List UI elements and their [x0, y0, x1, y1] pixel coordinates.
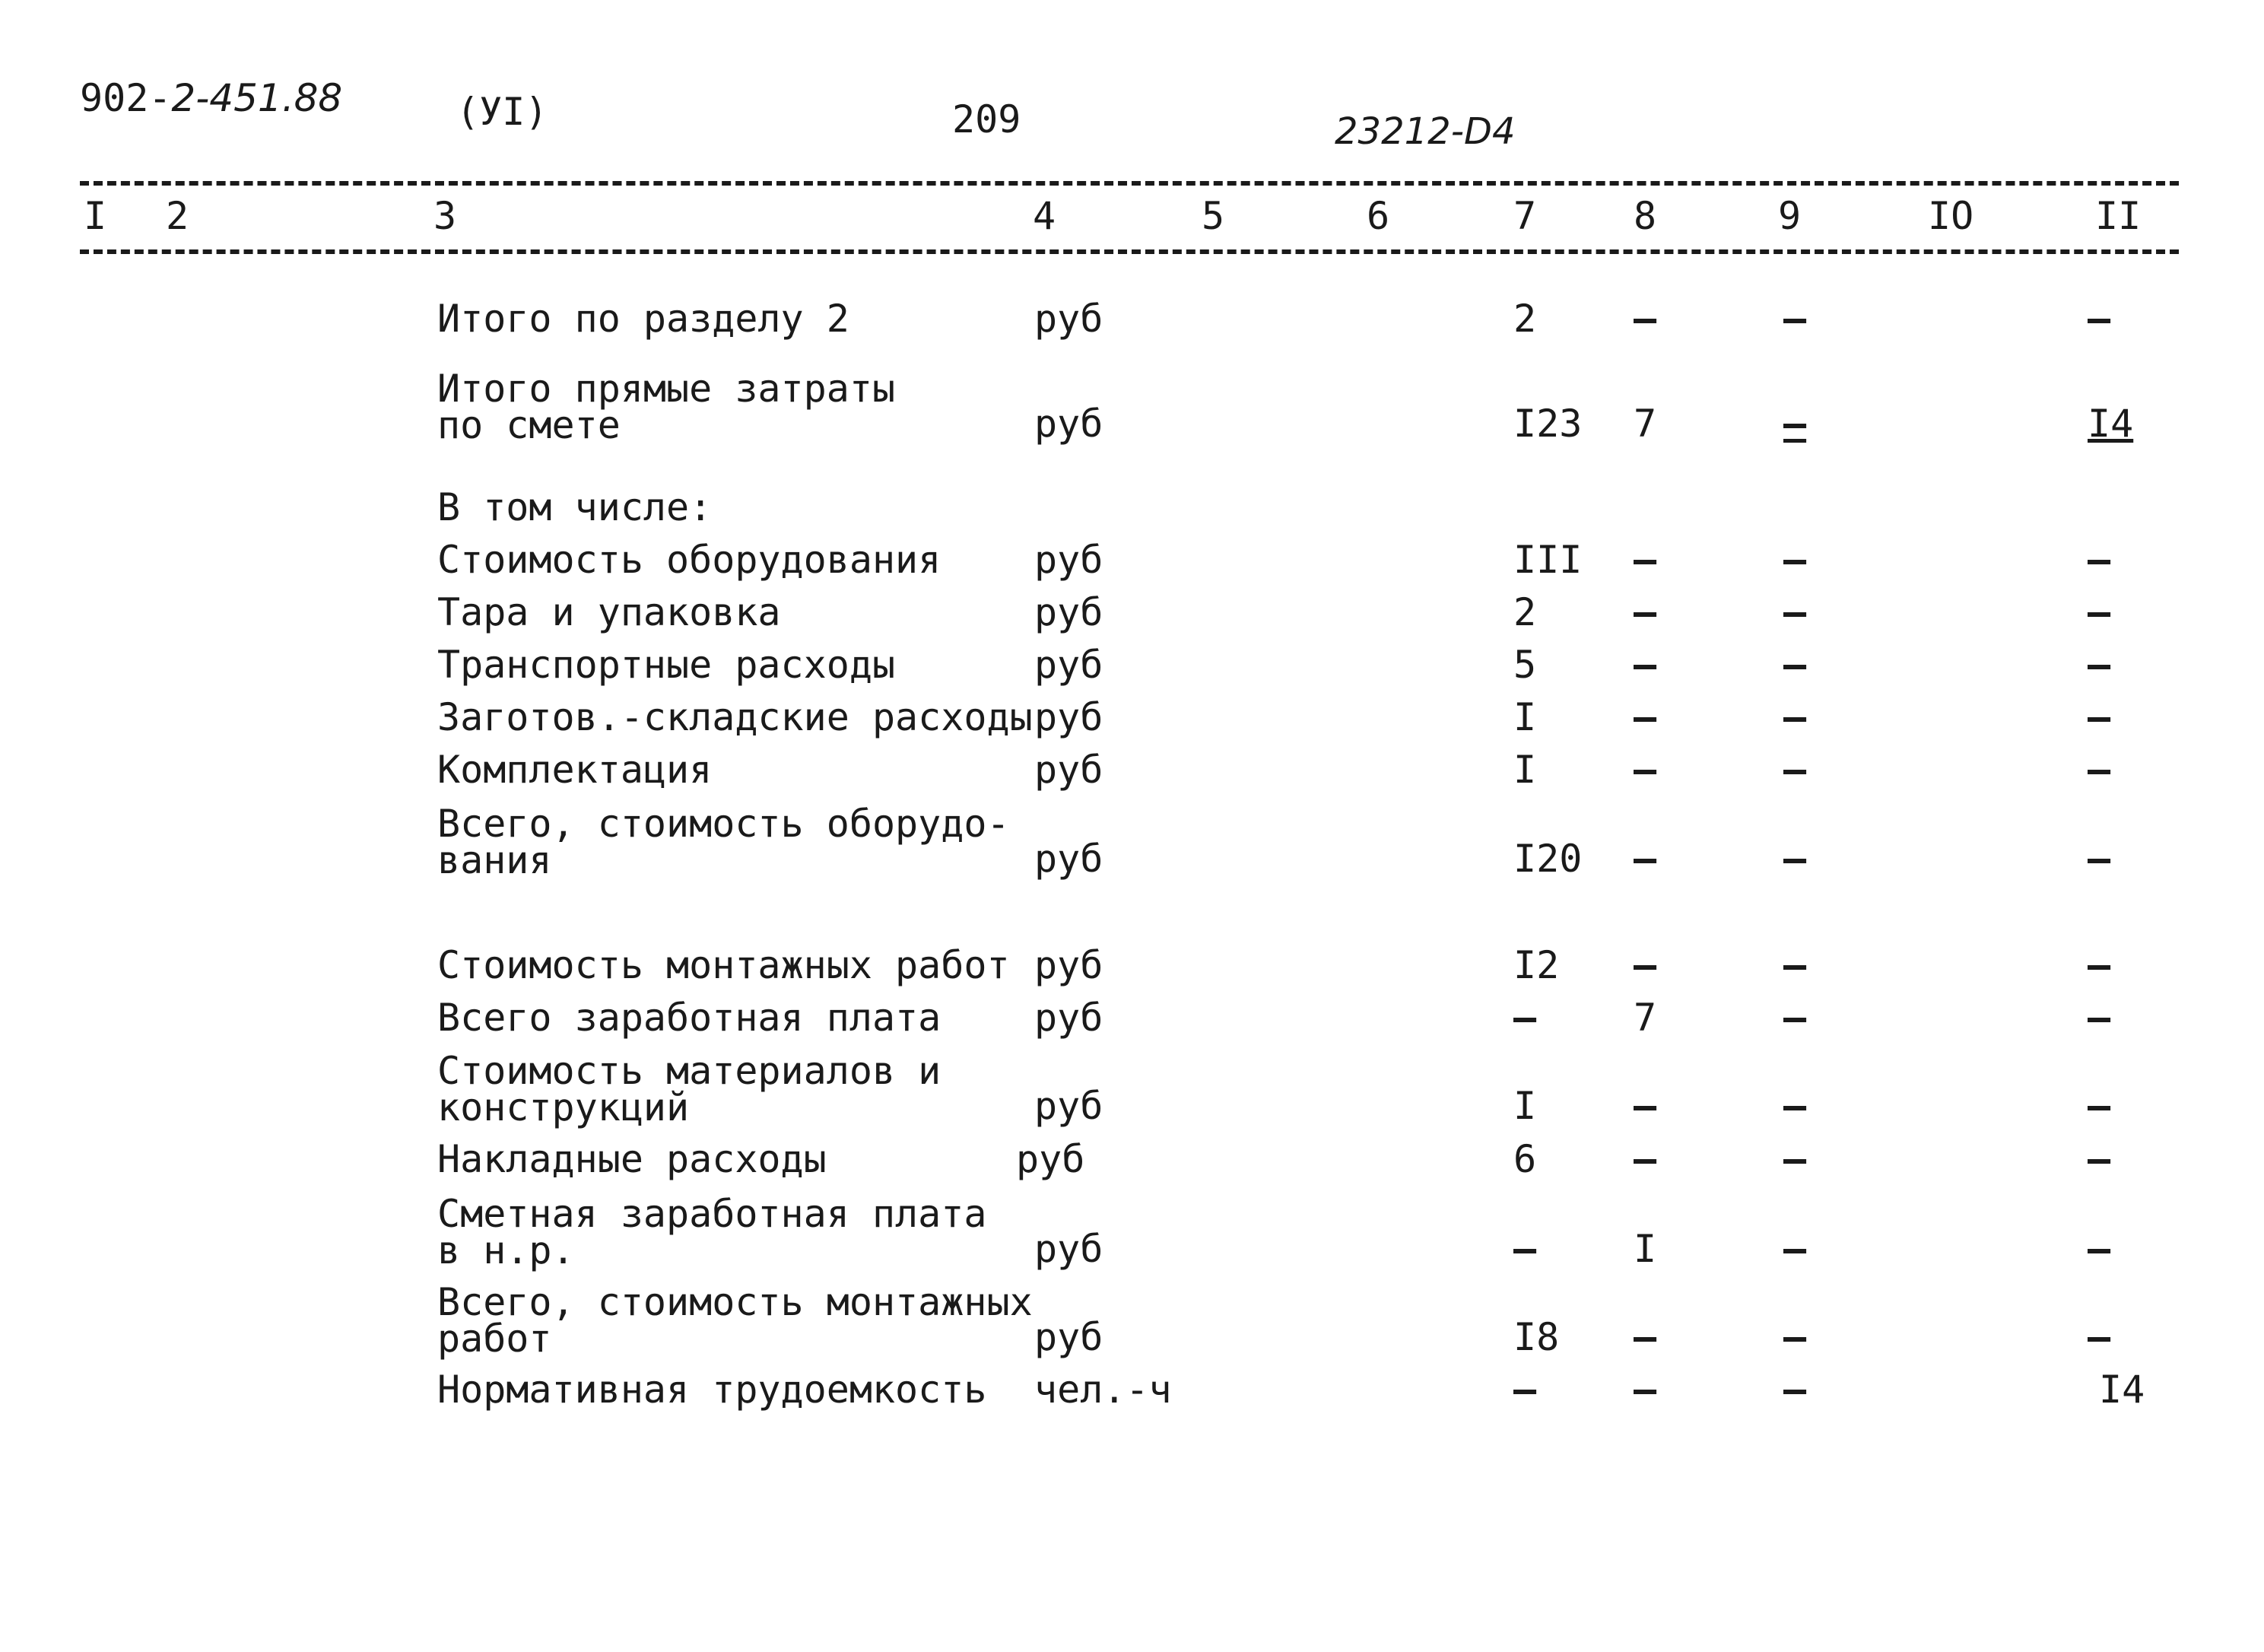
row-unit: руб	[1034, 837, 1103, 881]
row-name: Итого прямые затраты по смете	[437, 367, 896, 447]
row-unit: руб	[1034, 402, 1103, 446]
col-header-9: 9	[1778, 194, 1802, 238]
row-col7: –	[1513, 996, 1537, 1040]
row-col7: I20	[1513, 837, 1583, 881]
row-unit: руб	[1034, 996, 1103, 1040]
table-row	[0, 367, 2264, 451]
row-col7: III	[1513, 538, 1583, 582]
row-unit: руб	[1034, 538, 1103, 582]
row-col11: –	[2088, 996, 2111, 1040]
row-col7: I	[1513, 748, 1537, 792]
row-col11: –	[2088, 1084, 2111, 1128]
row-col7: –	[1513, 1227, 1537, 1271]
row-col11: –	[2088, 297, 2111, 341]
row-unit: руб	[1034, 297, 1103, 341]
row-col8: I	[1634, 1227, 1657, 1271]
table-row	[0, 695, 2264, 745]
row-col9: –	[1783, 538, 1807, 582]
table-header-bottom-rule	[80, 249, 2179, 254]
row-col11: –	[2088, 590, 2111, 634]
row-col9: –	[1783, 590, 1807, 634]
row-unit: руб	[1016, 1137, 1085, 1181]
row-col11: –	[2088, 837, 2111, 881]
row-name: Транспортные расходы	[437, 643, 896, 687]
row-unit: руб	[1034, 1315, 1103, 1359]
col-header-7: 7	[1513, 194, 1537, 238]
col-header-2: 2	[166, 194, 189, 238]
table-row	[0, 1280, 2264, 1364]
row-col9: –	[1783, 943, 1807, 987]
row-name: Стоимость материалов и конструкций	[437, 1049, 941, 1129]
table-row	[0, 1192, 2264, 1276]
row-col7: I23	[1513, 402, 1583, 446]
row-name: Итого по разделу 2	[437, 297, 849, 341]
table-row	[0, 1368, 2264, 1417]
row-unit: чел.-ч	[1034, 1368, 1172, 1412]
row-name: Заготов.-складские расходы	[437, 695, 1033, 739]
table-row	[0, 943, 2264, 993]
project-code-printed: 902-	[80, 76, 172, 120]
row-col7: 5	[1513, 643, 1537, 687]
row-col8: –	[1634, 695, 1657, 739]
project-code-handwritten: 2-451.88	[171, 76, 343, 120]
row-name: В том числе:	[437, 485, 713, 529]
row-col9: –	[1783, 695, 1807, 739]
row-col8: 7	[1634, 402, 1657, 446]
row-col8: –	[1634, 643, 1657, 687]
row-col8: –	[1634, 1084, 1657, 1128]
row-col8: –	[1634, 1315, 1657, 1359]
row-col11: –	[2088, 643, 2111, 687]
col-header-5: 5	[1202, 194, 1225, 238]
page-number: 209	[952, 97, 1021, 141]
row-col9: –	[1783, 1084, 1807, 1128]
row-col7: I	[1513, 1084, 1537, 1128]
row-name: Нормативная трудоемкость	[437, 1368, 987, 1412]
table-row	[0, 748, 2264, 797]
project-code	[80, 76, 342, 120]
col-header-4: 4	[1033, 194, 1056, 238]
row-col9: –	[1783, 748, 1807, 792]
row-col9: –	[1783, 1137, 1807, 1181]
row-unit: руб	[1034, 1084, 1103, 1128]
row-col8: –	[1634, 538, 1657, 582]
row-unit: руб	[1034, 695, 1103, 739]
row-col8: –	[1634, 748, 1657, 792]
row-col7: –	[1513, 1368, 1537, 1412]
row-name: Тара и упаковка	[437, 590, 781, 634]
row-unit: руб	[1034, 1227, 1103, 1271]
row-col11: –	[2088, 1315, 2111, 1359]
row-col7: 2	[1513, 590, 1537, 634]
row-col7: I2	[1513, 943, 1560, 987]
row-unit: руб	[1034, 943, 1103, 987]
row-col11: I4	[2088, 402, 2134, 446]
col-header-10: IO	[1928, 194, 1974, 238]
row-unit: руб	[1034, 590, 1103, 634]
row-col9: –	[1783, 402, 1807, 446]
row-col9: –	[1783, 1315, 1807, 1359]
row-name: Стоимость монтажных работ	[437, 943, 1010, 987]
row-unit: руб	[1034, 643, 1103, 687]
row-col8: –	[1634, 1137, 1657, 1181]
table-header-top-rule	[80, 181, 2179, 186]
row-col11: –	[2088, 1227, 2111, 1271]
row-col8: 7	[1634, 996, 1657, 1040]
table-row	[0, 996, 2264, 1045]
row-col9: –	[1783, 643, 1807, 687]
table-row	[0, 538, 2264, 587]
row-col11: –	[2088, 748, 2111, 792]
row-col11: –	[2088, 538, 2111, 582]
col-header-8: 8	[1634, 194, 1657, 238]
row-name: Всего, стоимость монтажных работ	[437, 1280, 1033, 1361]
table-row	[0, 643, 2264, 692]
table-row	[0, 297, 2264, 346]
col-header-6: 6	[1367, 194, 1390, 238]
table-row	[0, 485, 2264, 535]
document-number: 23212-D4	[1335, 110, 1516, 153]
row-col9: –	[1783, 1368, 1807, 1412]
row-col8: –	[1634, 590, 1657, 634]
row-col9: –	[1783, 996, 1807, 1040]
row-name: Всего, стоимость оборудо- вания	[437, 802, 1010, 882]
volume-label: (УI)	[456, 90, 548, 134]
row-col7: 6	[1513, 1137, 1537, 1181]
row-name: Всего заработная плата	[437, 996, 941, 1040]
row-col11: –	[2088, 695, 2111, 739]
row-unit: руб	[1034, 748, 1103, 792]
col-header-1: I	[84, 194, 107, 238]
table-row	[0, 590, 2264, 640]
row-col8: –	[1634, 943, 1657, 987]
col-header-11: II	[2095, 194, 2142, 238]
row-col11: I4	[2099, 1368, 2145, 1412]
row-name: Сметная заработная плата в н.р.	[437, 1192, 987, 1272]
row-col8: –	[1634, 1368, 1657, 1412]
row-col7: 2	[1513, 297, 1537, 341]
row-col9: –	[1783, 1227, 1807, 1271]
row-name: Стоимость оборудования	[437, 538, 941, 582]
row-col7: I	[1513, 695, 1537, 739]
table-row	[0, 1137, 2264, 1187]
row-col8: –	[1634, 297, 1657, 341]
table-row	[0, 802, 2264, 886]
row-col8: –	[1634, 837, 1657, 881]
row-col9: –	[1783, 297, 1807, 341]
table-row	[0, 1049, 2264, 1133]
row-name: Комплектация	[437, 748, 713, 792]
col-header-3: 3	[433, 194, 457, 238]
row-name: Накладные расходы	[437, 1137, 827, 1181]
row-col9: –	[1783, 837, 1807, 881]
row-col7: I8	[1513, 1315, 1560, 1359]
row-col11: –	[2088, 943, 2111, 987]
row-col11: –	[2088, 1137, 2111, 1181]
